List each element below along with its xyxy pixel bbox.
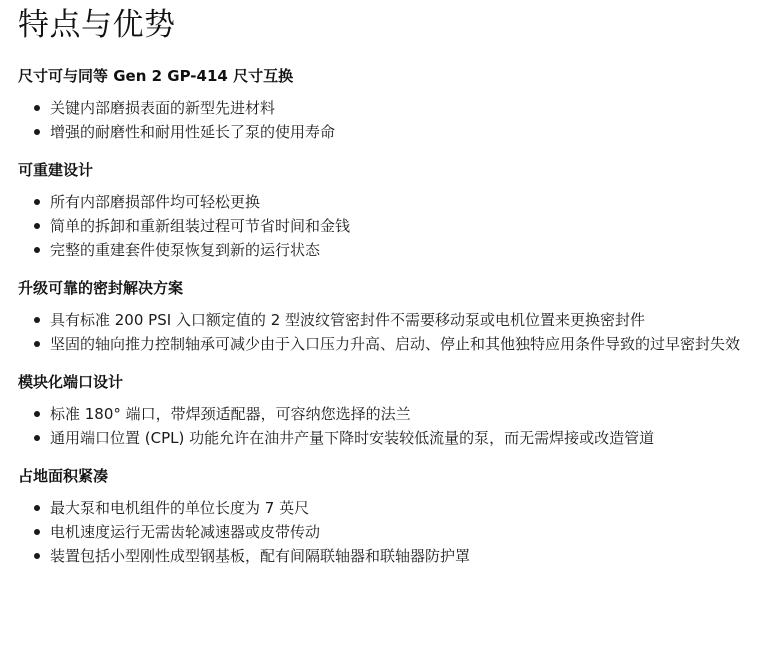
section-modular-port <box>18 372 763 450</box>
section-title: 升级可靠的密封解决方案 <box>18 279 184 297</box>
bullet-icon <box>34 129 40 135</box>
list-item-text: 通用端口位置 (CPL) 功能允许在油井产量下降时安装较低流量的泵，而无需焊接或改造管道 <box>50 429 655 447</box>
list-item-text: 简单的拆卸和重新组装过程可节省时间和金钱 <box>50 217 351 235</box>
bullet-icon <box>34 341 40 347</box>
bullet-icon <box>34 411 40 417</box>
list-item-text: 电机速度运行无需齿轮减速器或皮带传动 <box>50 523 321 541</box>
list-item <box>18 544 763 568</box>
list-item <box>18 496 763 520</box>
section-title: 可重建设计 <box>18 161 94 179</box>
bullet-icon <box>34 529 40 535</box>
features-page <box>18 0 763 568</box>
section-seal-solution <box>18 278 763 356</box>
page-title: 特点与优势 <box>18 7 176 43</box>
list-item-text: 具有标准 200 PSI 入口额定值的 2 型波纹管密封件不需要移动泵或电机位置来更换密封件 <box>50 311 646 329</box>
list-item-text: 坚固的轴向推力控制轴承可减少由于入口压力升高、启动、停止和其他独特应用条件导致的过早密封失效 <box>50 335 741 353</box>
list-item <box>18 214 763 238</box>
list-item-text: 关键内部磨损表面的新型先进材料 <box>50 99 276 117</box>
bullet-icon <box>34 247 40 253</box>
section-interchangeable <box>18 66 763 144</box>
list-item <box>18 190 763 214</box>
list-item-text: 完整的重建套件使泵恢复到新的运行状态 <box>50 241 321 259</box>
list-item <box>18 426 763 450</box>
list-item <box>18 332 763 356</box>
list-item-text: 所有内部磨损部件均可轻松更换 <box>50 193 261 211</box>
section-title: 占地面积紧凑 <box>18 467 109 485</box>
bullet-icon <box>34 199 40 205</box>
feature-list <box>18 96 763 144</box>
bullet-icon <box>34 505 40 511</box>
bullet-icon <box>34 223 40 229</box>
list-item <box>18 120 763 144</box>
list-item <box>18 402 763 426</box>
feature-list <box>18 402 763 450</box>
section-title: 尺寸可与同等 Gen 2 GP-414 尺寸互换 <box>18 67 294 85</box>
feature-list <box>18 308 763 356</box>
list-item-text: 标准 180° 端口，带焊颈适配器，可容纳您选择的法兰 <box>50 405 411 423</box>
list-item <box>18 308 763 332</box>
bullet-icon <box>34 553 40 559</box>
section-compact-footprint <box>18 466 763 568</box>
feature-list <box>18 190 763 262</box>
list-item <box>18 238 763 262</box>
feature-list <box>18 496 763 568</box>
list-item <box>18 96 763 120</box>
list-item <box>18 520 763 544</box>
list-item-text: 最大泵和电机组件的单位长度为 7 英尺 <box>50 499 310 517</box>
list-item-text: 装置包括小型刚性成型钢基板，配有间隔联轴器和联轴器防护罩 <box>50 547 471 565</box>
section-title: 模块化端口设计 <box>18 373 124 391</box>
list-item-text: 增强的耐磨性和耐用性延长了泵的使用寿命 <box>50 123 336 141</box>
bullet-icon <box>34 317 40 323</box>
bullet-icon <box>34 105 40 111</box>
bullet-icon <box>34 435 40 441</box>
section-rebuildable <box>18 160 763 262</box>
